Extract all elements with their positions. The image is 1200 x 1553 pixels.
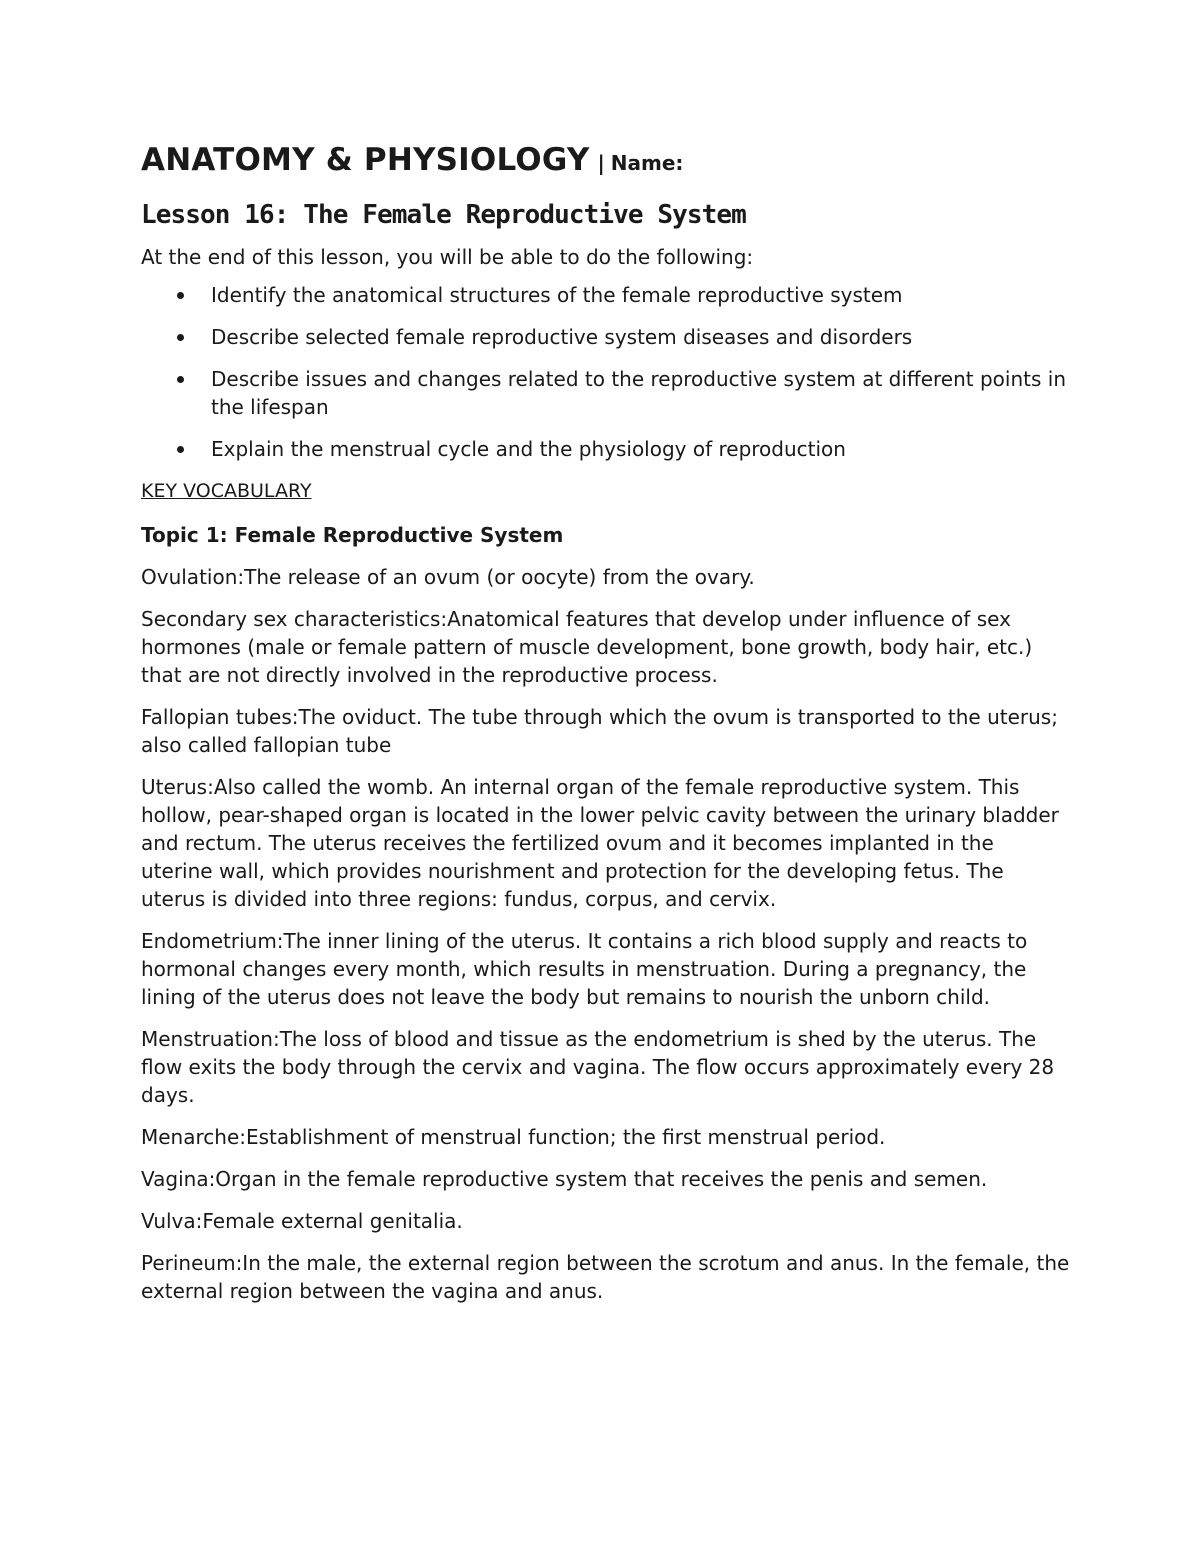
objective-item — [141, 435, 1071, 463]
objective-text: Explain the menstrual cycle and the physiology of reproduction — [211, 437, 846, 461]
lesson-title: Lesson 16: The Female Reproductive System — [141, 200, 746, 230]
header-separator: | — [597, 151, 605, 175]
document-page — [141, 138, 1071, 1305]
document-header — [141, 138, 1071, 187]
bullet-icon — [177, 334, 184, 341]
vocab-term-menstruation: Menstruation:The loss of blood and tissue as the endometrium is shed by the uterus. The flow exits the body through the cervix and vagina. The flow occurs approximately every 28 days. — [141, 1027, 1055, 1107]
bullet-icon — [177, 376, 184, 383]
vocab-term-ovulation: Ovulation:The release of an ovum (or oocyte) from the ovary. — [141, 565, 755, 589]
name-field-label: Name: — [610, 151, 684, 175]
vocab-term-uterus: Uterus:Also called the womb. An internal organ of the female reproductive system. This hollow, pear-shaped organ is located in the lower pelvic cavity between the urinary bladder and rectum. The uterus receives the fertilized ovum and it becomes implanted in the uterine wall, which provides nourishment and protection for the developing fetus. The uterus is divided into three regions: fundus, corpus, and cervix. — [141, 775, 1059, 911]
bullet-icon — [177, 446, 184, 453]
vocab-term-secondary-sex-characteristics: Secondary sex characteristics:Anatomical features that develop under influence of sex hormones (male or female pattern of muscle development, bone growth, body hair, etc.) that are not directly involved in the reproductive process. — [141, 607, 1033, 687]
vocab-term-vulva: Vulva:Female external genitalia. — [141, 1209, 463, 1233]
vocab-term-menarche: Menarche:Establishment of menstrual function; the first menstrual period. — [141, 1125, 886, 1149]
key-vocabulary-heading: KEY VOCABULARY — [141, 480, 312, 502]
objectives-list — [141, 281, 1071, 463]
vocab-term-vagina: Vagina:Organ in the female reproductive system that receives the penis and semen. — [141, 1167, 988, 1191]
objective-text: Describe issues and changes related to the reproductive system at different points in the lifespan — [211, 367, 1066, 419]
bullet-icon — [177, 292, 184, 299]
objective-item — [141, 323, 1071, 351]
objective-text: Identify the anatomical structures of the female reproductive system — [211, 283, 903, 307]
course-title: ANATOMY & PHYSIOLOGY — [141, 142, 590, 178]
vocab-term-endometrium: Endometrium:The inner lining of the uterus. It contains a rich blood supply and reacts to hormonal changes every month, which results in menstruation. During a pregnancy, the lining of the uterus does not leave the body but remains to nourish the unborn child. — [141, 929, 1028, 1009]
objective-item — [141, 281, 1071, 309]
vocab-term-perineum: Perineum:In the male, the external region between the scrotum and anus. In the female, the external region between the vagina and anus. — [141, 1251, 1070, 1303]
vocab-term-fallopian-tubes: Fallopian tubes:The oviduct. The tube through which the ovum is transported to the uterus; also called fallopian tube — [141, 705, 1058, 757]
topic-title: Topic 1: Female Reproductive System — [141, 523, 564, 547]
objective-item — [141, 365, 1071, 421]
lesson-intro: At the end of this lesson, you will be able to do the following: — [141, 245, 754, 269]
objective-text: Describe selected female reproductive system diseases and disorders — [211, 325, 913, 349]
